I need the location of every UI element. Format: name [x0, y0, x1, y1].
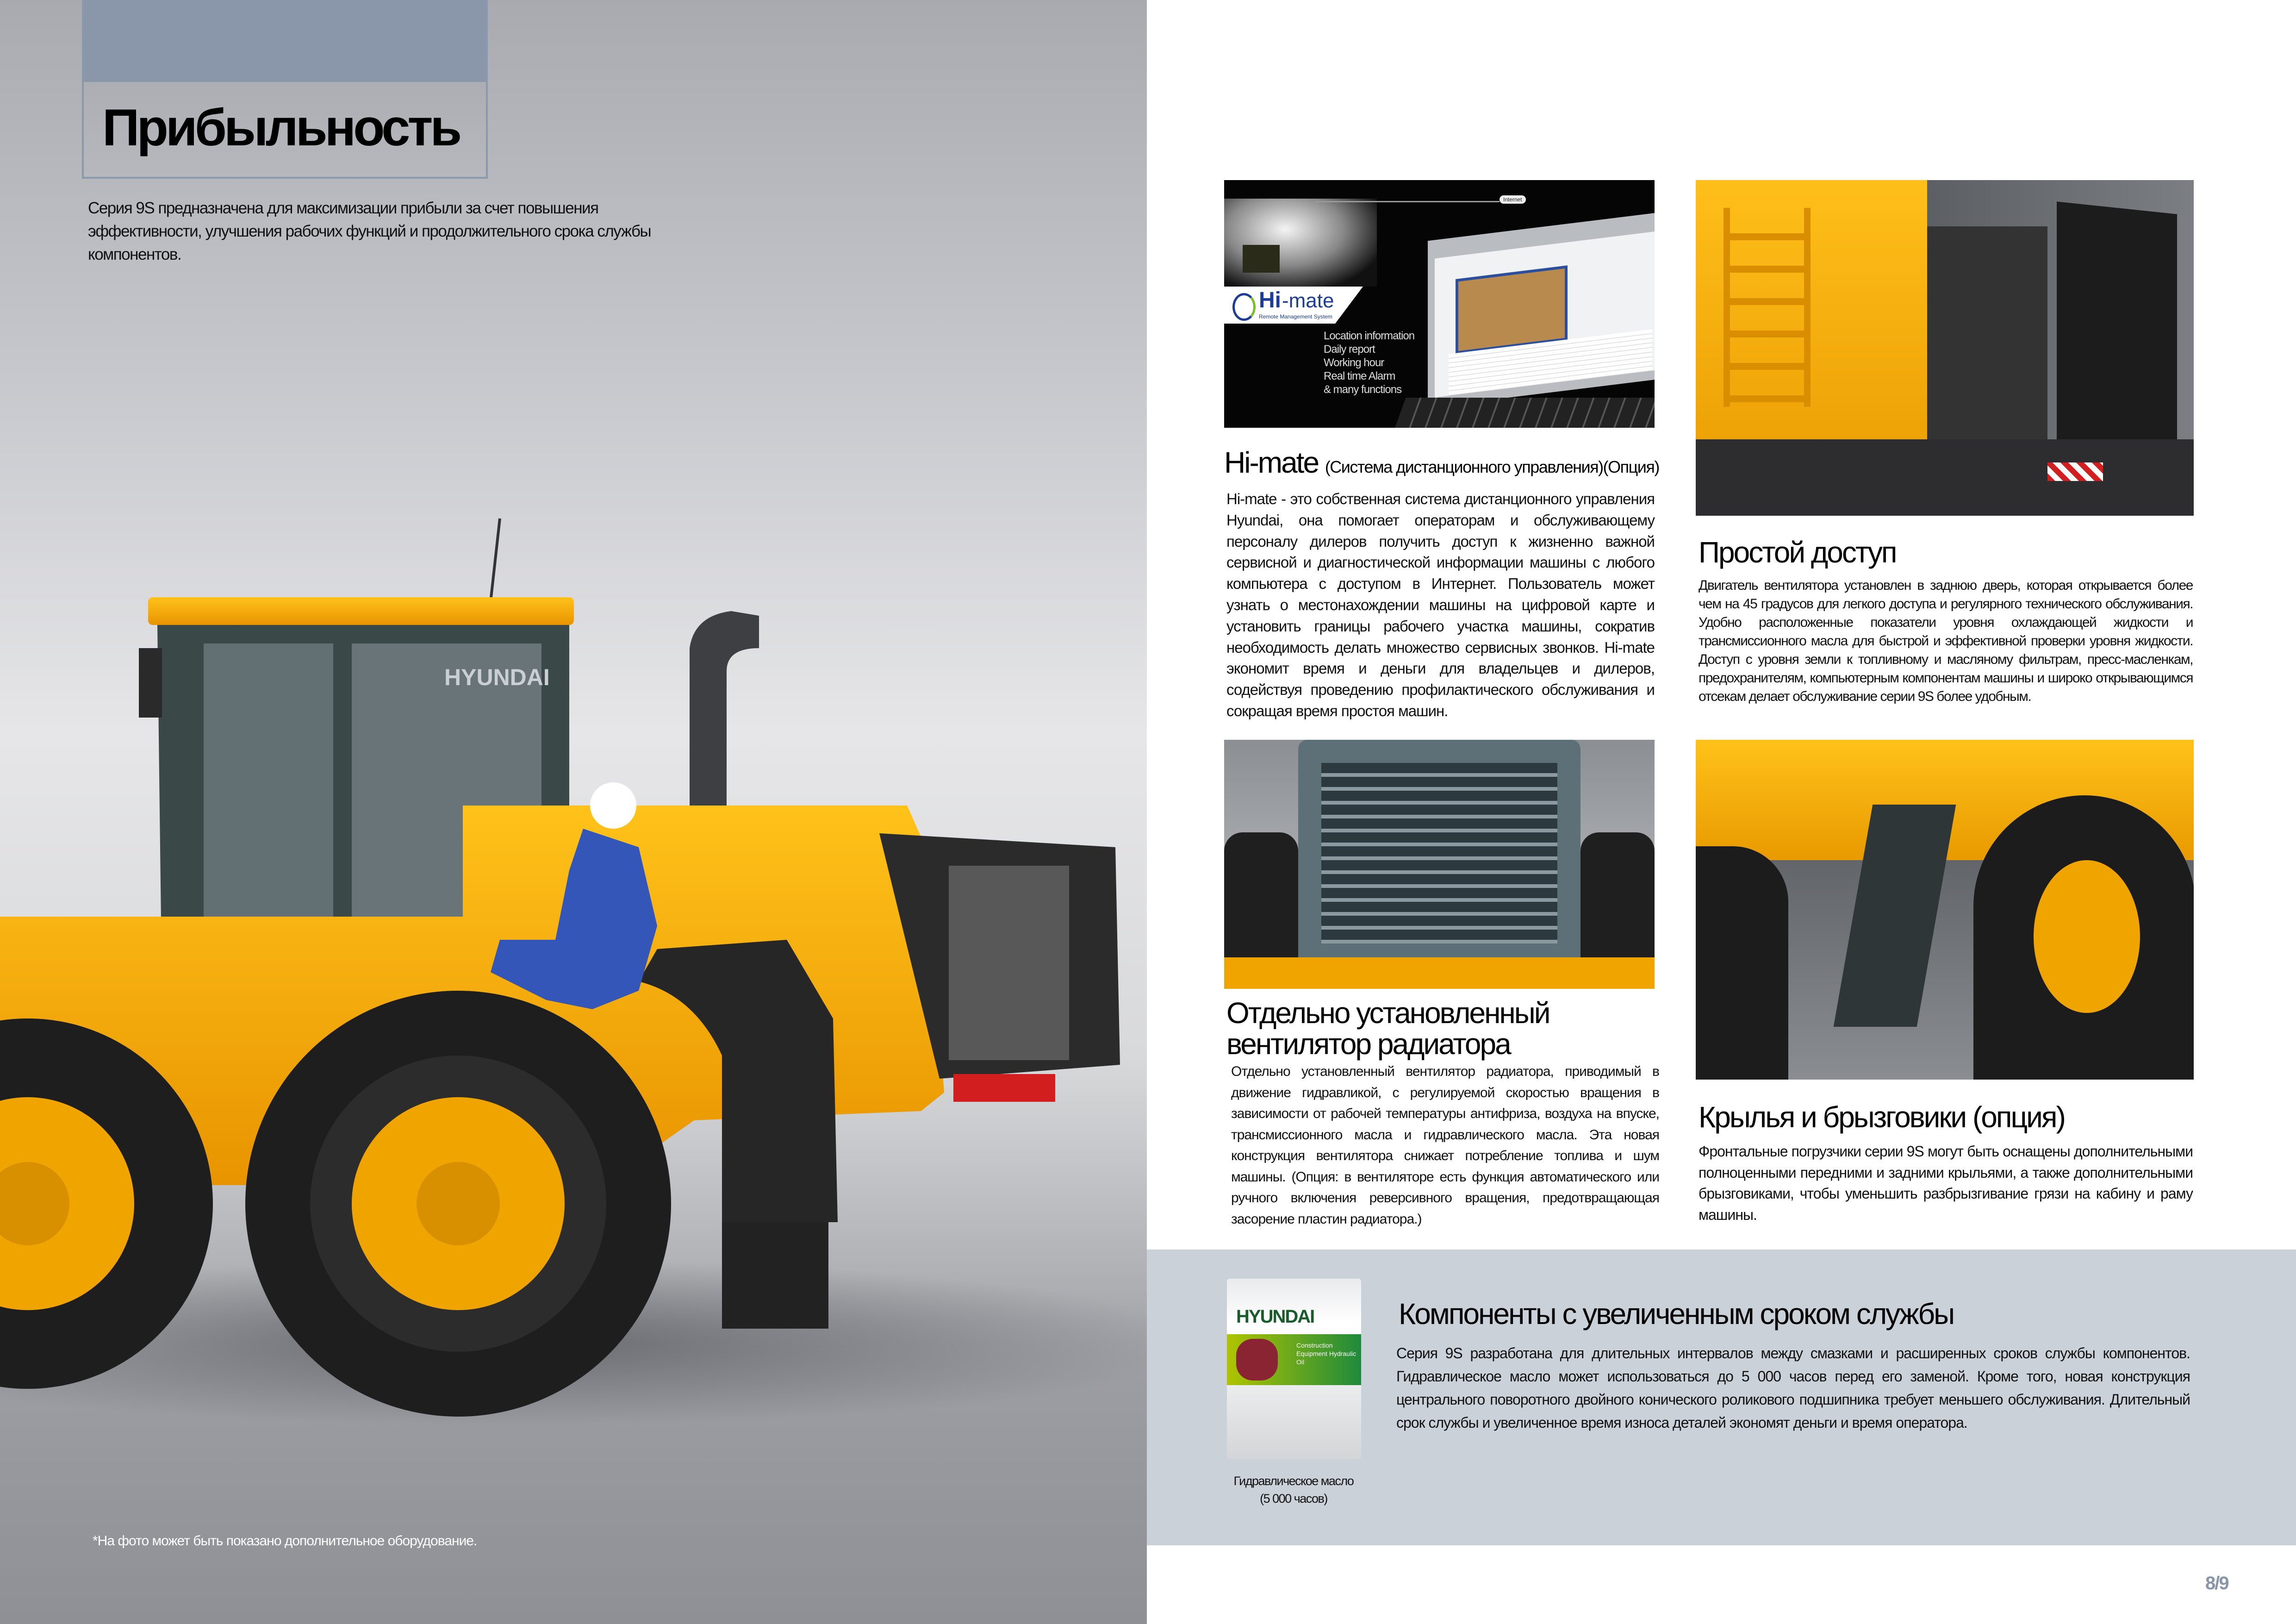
feature-item: Location information — [1324, 330, 1415, 342]
screen-map — [1456, 265, 1568, 354]
radiator-photo — [1224, 740, 1655, 989]
can-brand: HYUNDAI — [1236, 1306, 1314, 1327]
warning-stripes — [2047, 462, 2103, 481]
oil-caption-line2: (5 000 часов) — [1260, 1492, 1327, 1505]
footnote: *На фото может быть показано дополнительное оборудование. — [93, 1533, 477, 1549]
himate-title: Hi-mate — [1224, 446, 1319, 479]
himate-photo — [1224, 180, 1655, 428]
radiator-text: Отдельно установленный вентилятор радиатора, приводимый в движение гидравликой, с регулируемой скоростью вращения в зависимости от рабочей температуры антифриза, воздуха на впуске, трансмиссионного масла и гидравлического масла. Эта новая конструкция вентилятора снижает потребление топлива и шум машины. (Опция: в вентиляторе есть функция автоматического или ручного включения реверсивного вращения, предотвращающая засорение пластин радиатора.) — [1231, 1064, 1659, 1227]
worker-helmet — [590, 782, 636, 829]
radiator-title-line1: Отдельно установленный — [1226, 996, 1549, 1030]
radiator-heading — [1226, 998, 1549, 1060]
internet-label: Internet — [1500, 195, 1526, 204]
himate-text: Hi-mate - это собственная система дистанционного управления Hyundai, она помогает операторам и обслуживающему персоналу дилеров получить доступ к жизненно важной сервисной и диагностической информации машины с любого компьютера с доступом в Интернет. Пользователь может узнать о местонахождении машины на цифровой карте и установить границы рабочего участка машины, сократив необходимость делать множество сервисных звонков. Hi-mate экономит время и деньги для владельцев и дилеров, содействуя проведению профилактического обслуживания и сокращая время простоя машин. — [1226, 490, 1655, 719]
page-title: Прибыльность — [102, 99, 460, 156]
feature-item: Real time Alarm — [1324, 370, 1395, 382]
front-wheel — [245, 991, 671, 1417]
laptop-screen — [1428, 212, 1655, 408]
title-bar — [84, 0, 486, 82]
loader-spotlight — [1224, 199, 1377, 287]
counterweight — [1224, 957, 1655, 989]
components-text: Серия 9S разработана для длительных интервалов между смазками и расширенных сроков службы компонентов. Гидравлическое масло может использоваться до 5 000 часов перед его заменой. Кроме того, новая конструкция центрального поворотного двойного конического роликового подшипника требует меньшего обслуживания. Длительный срок службы и увеличенное время износа деталей экономят деньги и время оператора. — [1396, 1345, 2190, 1431]
cab-roof — [148, 597, 574, 625]
himate-logo-subtitle: Remote Management System — [1259, 313, 1332, 320]
can-label: Construction Equipment Hydraulic Oil — [1296, 1342, 1356, 1366]
can-gear-graphic — [1236, 1339, 1278, 1380]
fenders-heading: Крылья и брызговики (опция) — [1699, 1100, 2065, 1134]
laptop-keyboard — [1394, 398, 1655, 428]
rear-frame — [1696, 439, 2194, 516]
cab-brand-text: HYUNDAI — [444, 664, 550, 690]
radiator-grille — [1321, 763, 1557, 943]
himate-feature-list — [1324, 329, 1414, 396]
feature-item: Daily report — [1324, 343, 1375, 356]
fenders-text: Фронтальные погрузчики серии 9S могут быть оснащены дополнительными полноценными передними и задними крыльями, а также дополнительными брызговиками, чтобы уменьшить разбрызгивание грязи на кабину и раму машины. — [1699, 1143, 2193, 1223]
rear-access-photo — [1696, 180, 2194, 516]
components-heading: Компоненты с увеличенным сроком службы — [1399, 1297, 1954, 1330]
orbit-logo-icon — [1232, 293, 1256, 321]
rear-reflector — [953, 1074, 1055, 1102]
access-ladder — [1724, 208, 1811, 407]
antenna — [491, 518, 500, 602]
himate-heading — [1224, 447, 1659, 478]
oil-caption — [1224, 1472, 1363, 1507]
himate-logo — [1224, 287, 1335, 324]
hydraulic-oil-can — [1227, 1279, 1361, 1459]
himate-logo-rest: -mate — [1282, 289, 1334, 312]
feature-item: & many functions — [1324, 383, 1402, 396]
satellite-link-line — [1314, 201, 1500, 202]
feature-item: Working hour — [1324, 356, 1384, 369]
access-text: Двигатель вентилятора установлен в заднюю дверь, которая открывается более чем на 45 градусов для легкого доступа и регулярного технического обслуживания. Удобно расположенные показатели уровня охлаждающей жидкости и трансмиссионного масла для быстрой и эффективной проверки уровня жидкости. Доступ с уровня земли к топливному и масляному фильтрам, пресс-масленкам, предохранителям, компьютерным компонентам машины и широко открывающимся отсекам делает обслуживание серии 9S более удобным. — [1699, 578, 2193, 704]
logo-band-edge — [1335, 287, 1363, 324]
intro-text: Серия 9S предназначена для максимизации прибыли за счет повышения эффективности, улучшения рабочих функций и продолжительного срока службы компонентов. — [88, 199, 651, 263]
exhaust-stack — [690, 611, 759, 815]
side-mirror — [139, 648, 162, 718]
oil-caption-line1: Гидравлическое масло — [1233, 1474, 1354, 1488]
front-hub — [417, 1162, 500, 1245]
mud-flap — [722, 1222, 828, 1329]
cab-door-window — [204, 643, 333, 921]
title-box — [82, 0, 488, 179]
access-heading: Простой доступ — [1699, 536, 1896, 569]
rear-fender — [1696, 846, 1788, 1080]
engine-compartment — [949, 866, 1069, 1060]
radiator-title-line2: вентилятор радиатора — [1226, 1027, 1510, 1061]
left-page — [0, 0, 1147, 1624]
himate-subtitle: (Система дистанционного управления)(Опция) — [1325, 457, 1659, 476]
fenders-photo — [1696, 740, 2194, 1080]
small-loader-image — [1243, 245, 1280, 273]
page-number: 8/9 — [2205, 1573, 2228, 1593]
himate-logo-bold: Hi — [1259, 288, 1281, 312]
wheel-rim — [2034, 860, 2140, 1013]
